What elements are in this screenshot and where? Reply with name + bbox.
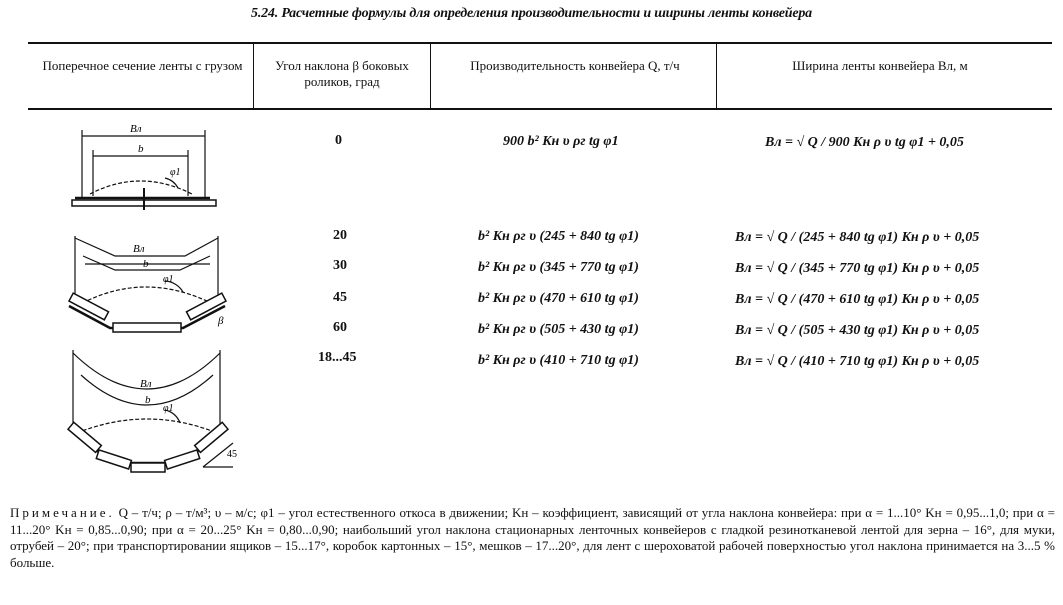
row-2-productivity: b² Kн ρг υ (345 + 770 tg φ1) [478,260,639,275]
label-b-2: b [143,258,149,270]
label-phi-1: φ1 [170,167,181,178]
column-divider-2 [430,43,431,108]
label-bl-2: Bл [133,243,145,255]
row-2-belt-width: Bл = √ Q / (345 + 770 tg φ1) Kн ρ υ + 0,05 [735,261,980,276]
label-phi-2: φ1 [163,274,174,285]
header-productivity: Производительность конвейера Q, т/ч [470,58,680,73]
header-belt-width: Ширина ленты конвейера Bл, м [792,58,968,73]
row-3-productivity: b² Kн ρг υ (470 + 610 tg φ1) [478,291,639,306]
row-0-belt-width: Bл = √ Q / 900 Kн ρ υ tg φ1 + 0,05 [765,135,964,150]
deep-troughed-belt-diagram [55,345,245,485]
label-bl-1: Bл [130,123,142,135]
row-1-belt-width: Bл = √ Q / (245 + 840 tg φ1) Kн ρ υ + 0,05 [735,230,980,245]
label-beta: β [218,315,224,327]
troughed-belt-diagram [55,226,240,341]
row-3-angle: 45 [333,290,347,305]
row-3-belt-width: Bл = √ Q / (470 + 610 tg φ1) Kн ρ υ + 0,05 [735,292,980,307]
table-title: 5.24. Расчетные формулы для определения производительности и ширины ленты конвейера [251,6,812,21]
label-phi-3: φ1 [163,403,174,414]
header-roller-angle: Угол наклона β боковых роликов, град [275,58,409,89]
table-note [10,505,1055,571]
note-label: Примечание. [10,505,115,520]
column-divider-3 [716,43,717,108]
flat-belt-diagram [60,118,230,218]
row-4-belt-width: Bл = √ Q / (505 + 430 tg φ1) Kн ρ υ + 0,05 [735,323,980,338]
label-b-3: b [145,394,151,406]
row-1-angle: 20 [333,228,347,243]
row-4-angle: 60 [333,320,347,335]
label-bl-3: Bл [140,378,152,390]
note-text: Q – т/ч; ρ – т/м³; υ – м/с; φ1 – угол естественного откоса в движении; Kн – коэффициент, зависящий от угла наклона конвейера: при α = 1...10° Kн = 0,95...1,0; при α = 11...20° Kн = 0,85...0,90; при α = 20...25° Kн = 0,80...0,90; наибольший угол наклона стационарных ленточных конвейеров с гладкой резинотканевой лентой для зерна – 16°, для муки, отрубей – 20°; при транспортировании ящиков – 15...17°, коробок картонных – 15°, мешков – 17...20°, для лент с шероховатой рабочей поверхностью угол наклона принимается на 3...5 % больше. [10,505,1055,570]
table-header-rule [28,108,1052,110]
row-5-angle: 18...45 [318,350,357,365]
row-0-angle: 0 [335,133,342,148]
table-top-rule [28,42,1052,44]
row-1-productivity: b² Kн ρг υ (245 + 840 tg φ1) [478,229,639,244]
row-5-productivity: b² Kн ρг υ (410 + 710 tg φ1) [478,353,639,368]
header-cross-section: Поперечное сечение ленты с грузом [42,58,243,73]
row-0-productivity: 900 b² Kн υ ρг tg φ1 [503,134,619,149]
label-b-1: b [138,143,144,155]
row-4-productivity: b² Kн ρг υ (505 + 430 tg φ1) [478,322,639,337]
label-45: 45 [227,449,237,460]
row-2-angle: 30 [333,258,347,273]
row-5-belt-width: Bл = √ Q / (410 + 710 tg φ1) Kн ρ υ + 0,05 [735,354,980,369]
